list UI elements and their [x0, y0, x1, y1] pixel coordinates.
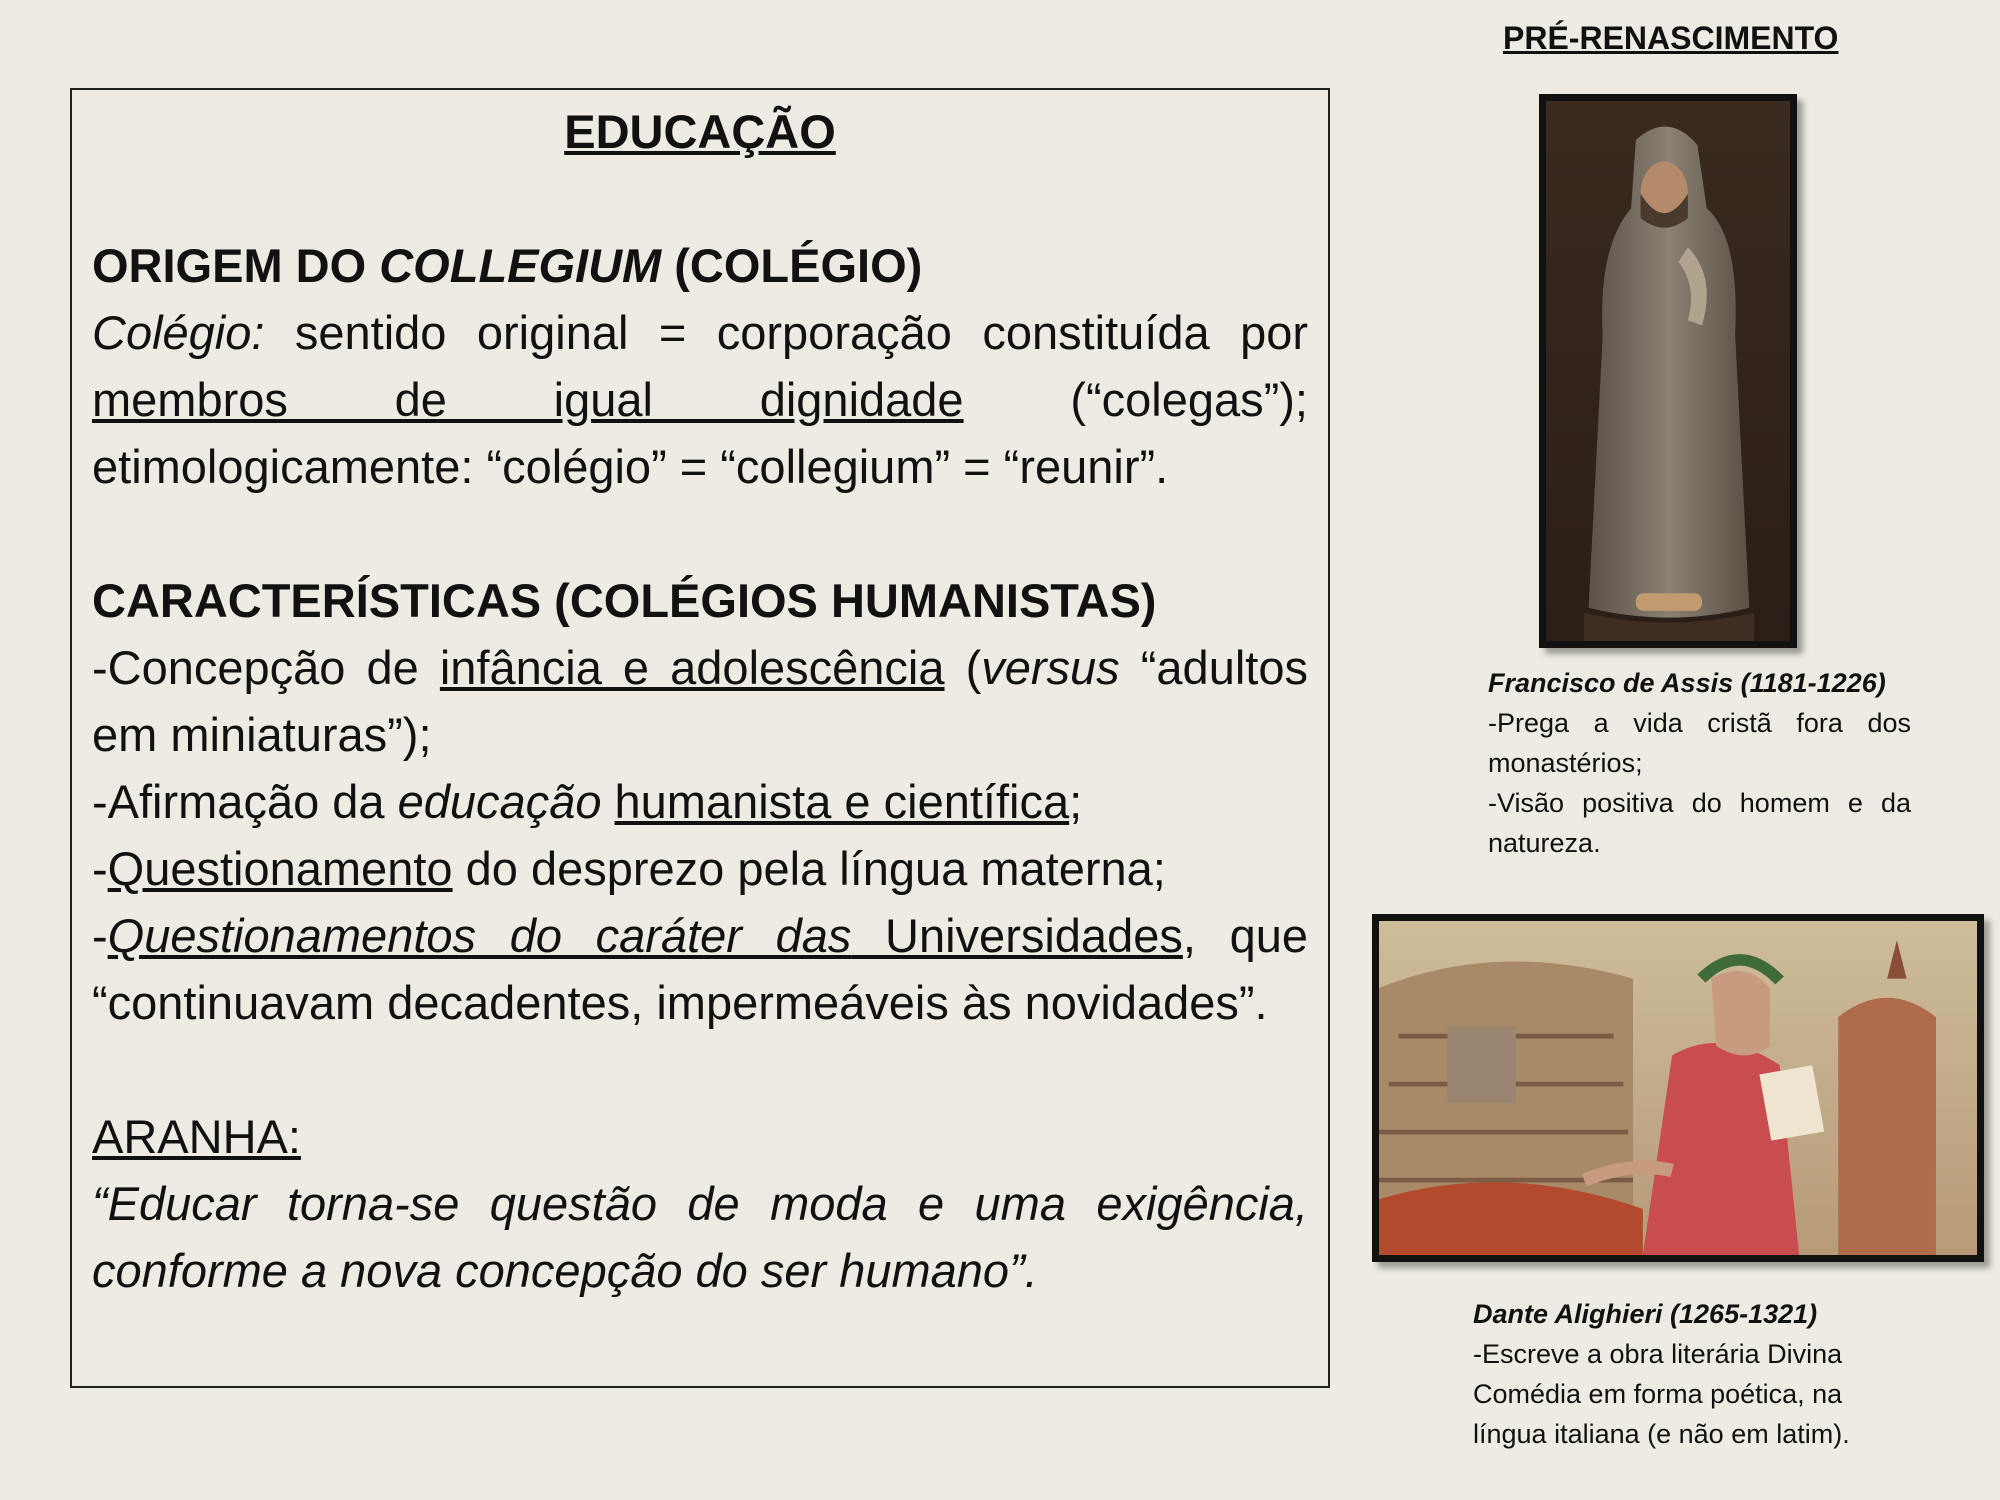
origin-definition: Colégio: sentido original = corporação constituída por membros de igual dignidade (“colegas”); etimologicamente: “colégio” = “collegium” = “reunir”.: [92, 306, 1308, 493]
francisco-image: [1546, 101, 1790, 641]
francisco-painting: [1539, 94, 1797, 648]
characteristic-item-1: -Concepção de infância e adolescência (versus “adultos em miniaturas”);: [92, 641, 1308, 761]
dante-caption: [1473, 1294, 1913, 1454]
dante-line-1: -Escreve a obra literária Divina Comédia em forma poética, na língua italiana (e não em latim).: [1473, 1339, 1850, 1449]
aranha-quote: “Educar torna-se questão de moda e uma exigência, conforme a nova concepção do ser humano”.: [92, 1177, 1308, 1297]
dante-name: Dante Alighieri (1265-1321): [1473, 1299, 1818, 1329]
francisco-line-1: -Prega a vida cristã fora dos monastérios;: [1488, 708, 1911, 778]
dante-image: [1379, 921, 1977, 1255]
characteristics-heading: CARACTERÍSTICAS (COLÉGIOS HUMANISTAS): [92, 574, 1157, 627]
aranha-label: ARANHA:: [92, 1110, 301, 1163]
side-title: PRÉ-RENASCIMENTO: [1503, 20, 1839, 56]
page-title: EDUCAÇÃO: [564, 105, 836, 158]
dante-painting: [1372, 914, 1984, 1262]
content-box: [70, 88, 1330, 1388]
francisco-line-2: -Visão positiva do homem e da natureza.: [1488, 788, 1911, 858]
origin-heading: ORIGEM DO COLLEGIUM (COLÉGIO): [92, 239, 923, 292]
characteristic-item-4: -Questionamentos do caráter das Universidades, que “continuavam decadentes, impermeáveis às novidades”.: [92, 909, 1308, 1029]
characteristic-item-2: -Afirmação da educação humanista e científica;: [92, 775, 1083, 828]
characteristic-item-3: -Questionamento do desprezo pela língua materna;: [92, 842, 1166, 895]
francisco-caption: [1488, 663, 1911, 863]
francisco-name: Francisco de Assis (1181-1226): [1488, 668, 1886, 698]
